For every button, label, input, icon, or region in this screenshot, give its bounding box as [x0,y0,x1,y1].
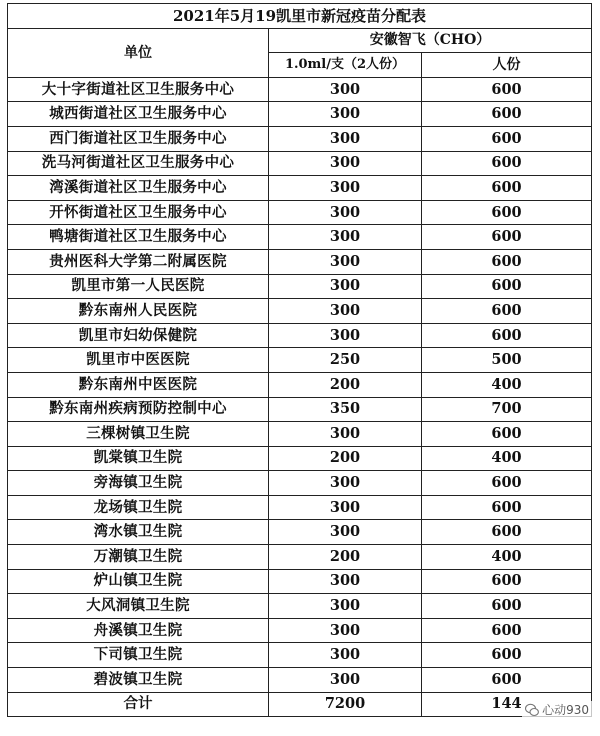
total-label: 合计 [8,692,269,717]
doses-cell: 300 [269,323,422,348]
people-cell: 600 [422,495,592,520]
unit-cell: 湾溪街道社区卫生服务中心 [8,176,269,201]
doses-cell: 200 [269,545,422,570]
wechat-icon [525,703,539,717]
doses-cell: 300 [269,200,422,225]
doses-cell: 300 [269,151,422,176]
doses-cell: 300 [269,102,422,127]
table-row [8,151,592,176]
table-row [8,618,592,643]
unit-cell: 湾水镇卫生院 [8,520,269,545]
unit-cell: 城西街道社区卫生服务中心 [8,102,269,127]
people-cell: 400 [422,446,592,471]
table-row [8,249,592,274]
unit-cell: 黔东南州疾病预防控制中心 [8,397,269,422]
table-row [8,569,592,594]
table-row [8,348,592,373]
people-cell: 600 [422,471,592,496]
doses-cell: 350 [269,397,422,422]
people-cell: 600 [422,643,592,668]
doses-cell: 300 [269,643,422,668]
people-cell: 600 [422,249,592,274]
watermark [522,701,592,718]
people-cell: 600 [422,594,592,619]
doses-cell: 300 [269,594,422,619]
watermark-text: 心动930 [542,703,589,717]
doses-cell: 300 [269,225,422,250]
unit-cell: 大十字街道社区卫生服务中心 [8,77,269,102]
doses-column-header: 1.0ml/支（2人份） [269,53,422,78]
doses-cell: 200 [269,446,422,471]
total-row [8,692,592,717]
total-doses: 7200 [269,692,422,717]
people-cell: 600 [422,618,592,643]
unit-cell: 凯里市中医医院 [8,348,269,373]
unit-cell: 万潮镇卫生院 [8,545,269,570]
people-cell: 600 [422,668,592,693]
doses-cell: 200 [269,372,422,397]
unit-cell: 舟溪镇卫生院 [8,618,269,643]
people-cell: 600 [422,102,592,127]
people-cell: 400 [422,545,592,570]
people-cell: 600 [422,274,592,299]
table-row [8,668,592,693]
total-people: 144 [422,692,592,717]
doses-cell: 300 [269,520,422,545]
title-row [8,4,592,29]
doses-cell: 300 [269,569,422,594]
unit-cell: 开怀街道社区卫生服务中心 [8,200,269,225]
doses-cell: 300 [269,668,422,693]
unit-cell: 炉山镇卫生院 [8,569,269,594]
people-cell: 600 [422,126,592,151]
doses-cell: 250 [269,348,422,373]
people-cell: 600 [422,200,592,225]
table-row [8,225,592,250]
unit-cell: 黔东南州中医医院 [8,372,269,397]
unit-cell: 凯里市第一人民医院 [8,274,269,299]
people-cell: 600 [422,151,592,176]
table-row [8,471,592,496]
people-cell: 600 [422,569,592,594]
doses-cell: 300 [269,618,422,643]
people-cell: 400 [422,372,592,397]
unit-cell: 鸭塘街道社区卫生服务中心 [8,225,269,250]
table-row [8,520,592,545]
table-row [8,594,592,619]
table-row [8,495,592,520]
doses-cell: 300 [269,126,422,151]
table-row [8,77,592,102]
doses-cell: 300 [269,422,422,447]
doses-cell: 300 [269,249,422,274]
doses-cell: 300 [269,471,422,496]
people-cell: 600 [422,520,592,545]
doses-cell: 300 [269,299,422,324]
people-cell: 600 [422,225,592,250]
table-row [8,299,592,324]
table-row [8,545,592,570]
table-row [8,446,592,471]
table-row [8,200,592,225]
unit-header: 单位 [8,28,269,77]
people-column-header: 人份 [422,53,592,78]
unit-cell: 龙场镇卫生院 [8,495,269,520]
doses-cell: 300 [269,176,422,201]
people-cell: 600 [422,422,592,447]
unit-cell: 黔东南州人民医院 [8,299,269,324]
doses-cell: 300 [269,77,422,102]
doses-cell: 300 [269,274,422,299]
table-row [8,102,592,127]
people-cell: 600 [422,299,592,324]
header-row-1 [8,28,592,53]
table-row [8,397,592,422]
unit-cell: 碧波镇卫生院 [8,668,269,693]
doses-cell: 300 [269,495,422,520]
people-cell: 600 [422,77,592,102]
table-row [8,323,592,348]
table-row [8,176,592,201]
unit-cell: 下司镇卫生院 [8,643,269,668]
vaccine-header: 安徽智飞（CHO） [269,28,592,53]
table-row [8,126,592,151]
unit-cell: 旁海镇卫生院 [8,471,269,496]
people-cell: 600 [422,176,592,201]
unit-cell: 凯棠镇卫生院 [8,446,269,471]
table-row [8,422,592,447]
people-cell: 500 [422,348,592,373]
allocation-table [7,3,592,717]
unit-cell: 三棵树镇卫生院 [8,422,269,447]
people-cell: 700 [422,397,592,422]
table-row [8,643,592,668]
unit-cell: 西门街道社区卫生服务中心 [8,126,269,151]
unit-cell: 大风洞镇卫生院 [8,594,269,619]
unit-cell: 贵州医科大学第二附属医院 [8,249,269,274]
table-title: 2021年5月19凯里市新冠疫苗分配表 [8,4,592,29]
people-cell: 600 [422,323,592,348]
unit-cell: 凯里市妇幼保健院 [8,323,269,348]
table-row [8,372,592,397]
table-row [8,274,592,299]
unit-cell: 洗马河街道社区卫生服务中心 [8,151,269,176]
